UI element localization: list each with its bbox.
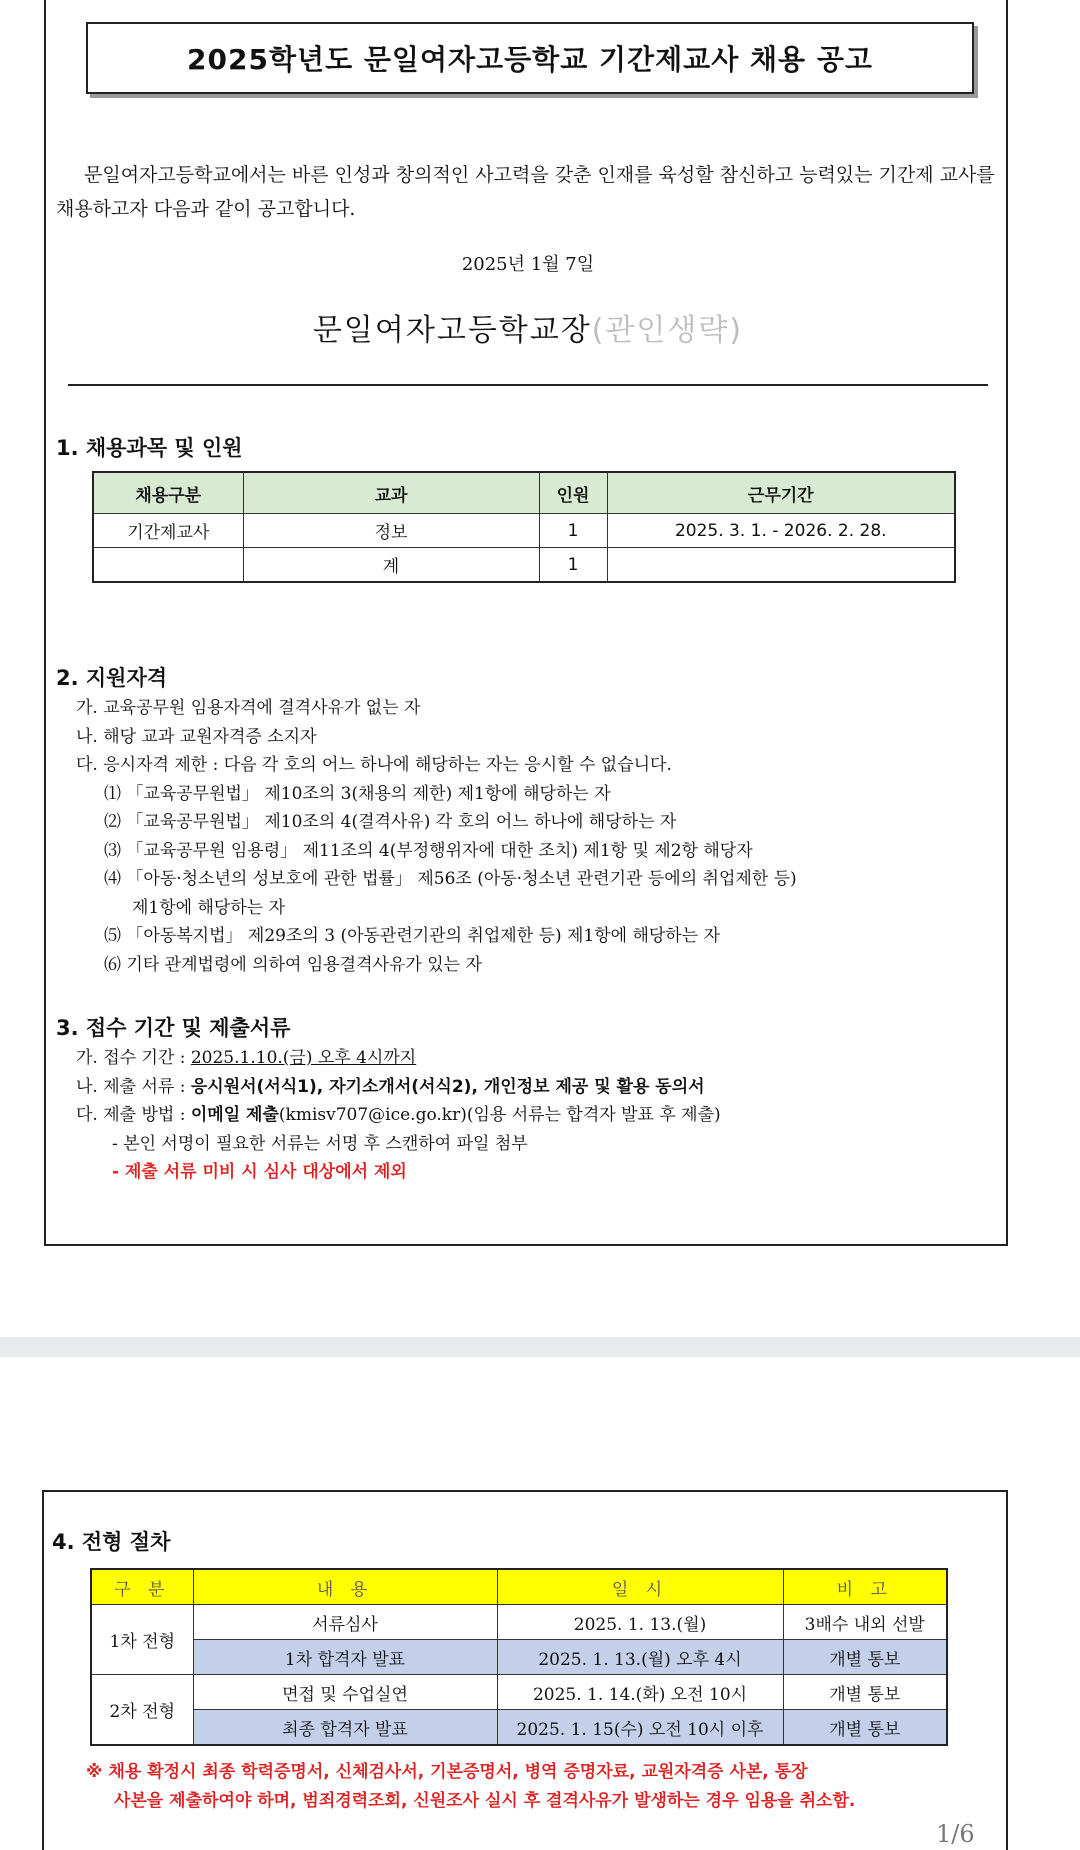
table-cell: 3배수 내외 선발 <box>783 1605 947 1640</box>
list-item: ⑹ 기타 관계법령에 의하여 임용결격사유가 있는 자 <box>104 954 482 975</box>
list-item: 다. 응시자격 제한 : 다음 각 호의 어느 하나에 해당하는 자는 응시할 수 없습니다. <box>76 755 672 775</box>
table-cell: 1차 합격자 발표 <box>193 1640 497 1675</box>
header-cell: 근무기간 <box>607 472 955 514</box>
list-item: ⑷ 「아동·청소년의 성보호에 관한 법률」 제56조 (아동·청소년 관련기관 등에의 취업제한 등) <box>104 869 797 889</box>
list-item: 나. 해당 교과 교원자격증 소지자 <box>76 726 317 747</box>
section2-heading: 2. 지원자격 <box>56 666 168 690</box>
section4-heading: 4. 전형 절차 <box>52 1530 171 1554</box>
list-item <box>76 1101 721 1130</box>
table-cell: 2025. 1. 15(수) 오전 10시 이후 <box>497 1710 783 1746</box>
header-cell: 일 시 <box>497 1569 783 1605</box>
qualification-list <box>76 694 797 979</box>
list-item <box>76 1044 721 1073</box>
table-row <box>91 1710 947 1746</box>
table-header-row <box>93 472 955 514</box>
label: 가. 접수 기간 : <box>76 1048 191 1068</box>
list-item: ⑸ 「아동복지법」 제29조의 3 (아동관련기관의 취업제한 등) 제1항에 해당하는 자 <box>104 926 720 946</box>
selection-procedure-table <box>90 1568 948 1746</box>
table-cell <box>93 548 243 583</box>
table-header-row <box>91 1569 947 1605</box>
label: 다. 제출 방법 : <box>76 1105 191 1125</box>
table-cell: 정보 <box>243 514 539 548</box>
note-line: ※ 채용 확정시 최종 학력증명서, 신체검사서, 기본증명서, 병역 증명자료, 교원자격증 사본, 통장 <box>86 1762 808 1782</box>
page-indicator: 1/6 <box>936 1820 975 1848</box>
table-cell: 1 <box>539 514 607 548</box>
header-cell: 채용구분 <box>93 472 243 514</box>
label: 나. 제출 서류 : <box>76 1076 191 1097</box>
header-cell: 비 고 <box>783 1569 947 1605</box>
table-cell: 2025. 3. 1. - 2026. 2. 28. <box>607 514 955 548</box>
period-value: 2025.1.10.(금) 오후 4시까지 <box>190 1048 417 1068</box>
divider <box>68 384 988 386</box>
table-row <box>91 1640 947 1675</box>
table-cell: 1 <box>539 548 607 583</box>
table-row <box>91 1675 947 1710</box>
list-item: ⑶ 「교육공무원 임용령」 제11조의 4(부정행위자에 대한 조치) 제1항 및 제2항 해당자 <box>104 840 753 861</box>
stage-cell: 1차 전형 <box>91 1605 193 1675</box>
table-cell: 최종 합격자 발표 <box>193 1710 497 1746</box>
section3-heading: 3. 접수 기간 및 제출서류 <box>56 1016 291 1040</box>
header-cell: 교과 <box>243 472 539 514</box>
stage-cell: 2차 전형 <box>91 1675 193 1746</box>
list-item <box>76 1073 721 1102</box>
method-detail: (kmisv707@ice.go.kr)(임용 서류는 합격자 발표 후 제출) <box>278 1105 721 1125</box>
intro-paragraph: 문일여자고등학교에서는 바른 인성과 창의적인 사고력을 갖춘 인재를 육성할 참신하고 능력있는 기간제 교사를 채용하고자 다음과 같이 공고합니다. <box>56 164 995 220</box>
table-cell: 면접 및 수업실연 <box>193 1675 497 1710</box>
docs-value: 응시원서(서식1), 자기소개서(서식2), 개인정보 제공 및 활용 동의서 <box>190 1076 705 1097</box>
table-row <box>91 1605 947 1640</box>
table-cell: 서류심사 <box>193 1605 497 1640</box>
list-item: ⑴ 「교육공무원법」 제10조의 3(채용의 제한) 제1항에 해당하는 자 <box>104 783 611 804</box>
list-item: 제1항에 해당하는 자 <box>132 897 285 918</box>
notice-date: 2025년 1월 7일 <box>461 254 595 275</box>
table-cell: 계 <box>243 548 539 583</box>
note-line: 사본을 제출하여야 하며, 범죄경력조회, 신원조사 실시 후 결격사유가 발생하는 경우 임용을 취소함. <box>114 1791 856 1811</box>
header-cell: 구 분 <box>91 1569 193 1605</box>
document-page-2 <box>42 1490 1008 1850</box>
page-separator <box>0 1337 1080 1357</box>
recruitment-table <box>92 471 956 583</box>
list-item: - 본인 서명이 필요한 서류는 서명 후 스캔하여 파일 첨부 <box>112 1133 528 1154</box>
notice-title: 2025학년도 문일여자고등학교 기간제교사 채용 공고 <box>86 22 974 94</box>
method-value: 이메일 제출 <box>190 1105 279 1125</box>
table-row <box>93 514 955 548</box>
table-row <box>93 548 955 583</box>
header-cell: 내 용 <box>193 1569 497 1605</box>
header-cell: 인원 <box>539 472 607 514</box>
list-item: 가. 교육공무원 임용자격에 결격사유가 없는 자 <box>76 698 421 718</box>
signer <box>46 305 1010 349</box>
seal-text: (관인생략) <box>591 313 744 348</box>
list-item: ⑵ 「교육공무원법」 제10조의 4(결격사유) 각 호의 어느 하나에 해당하는 자 <box>104 812 677 832</box>
table-cell: 기간제교사 <box>93 514 243 548</box>
hiring-note <box>86 1758 986 1816</box>
warning-item: - 제출 서류 미비 시 심사 대상에서 제외 <box>112 1162 407 1182</box>
table-cell: 2025. 1. 13.(월) 오후 4시 <box>497 1640 783 1675</box>
table-cell: 개별 통보 <box>783 1710 947 1746</box>
table-cell: 2025. 1. 14.(화) 오전 10시 <box>497 1675 783 1710</box>
section1-heading: 1. 채용과목 및 인원 <box>56 436 243 460</box>
signer-name: 문일여자고등학교장 <box>312 313 592 348</box>
application-list <box>76 1044 721 1187</box>
table-cell: 2025. 1. 13.(월) <box>497 1605 783 1640</box>
document-page-1 <box>44 0 1008 1246</box>
table-cell <box>607 548 955 583</box>
table-cell: 개별 통보 <box>783 1675 947 1710</box>
table-cell: 개별 통보 <box>783 1640 947 1675</box>
